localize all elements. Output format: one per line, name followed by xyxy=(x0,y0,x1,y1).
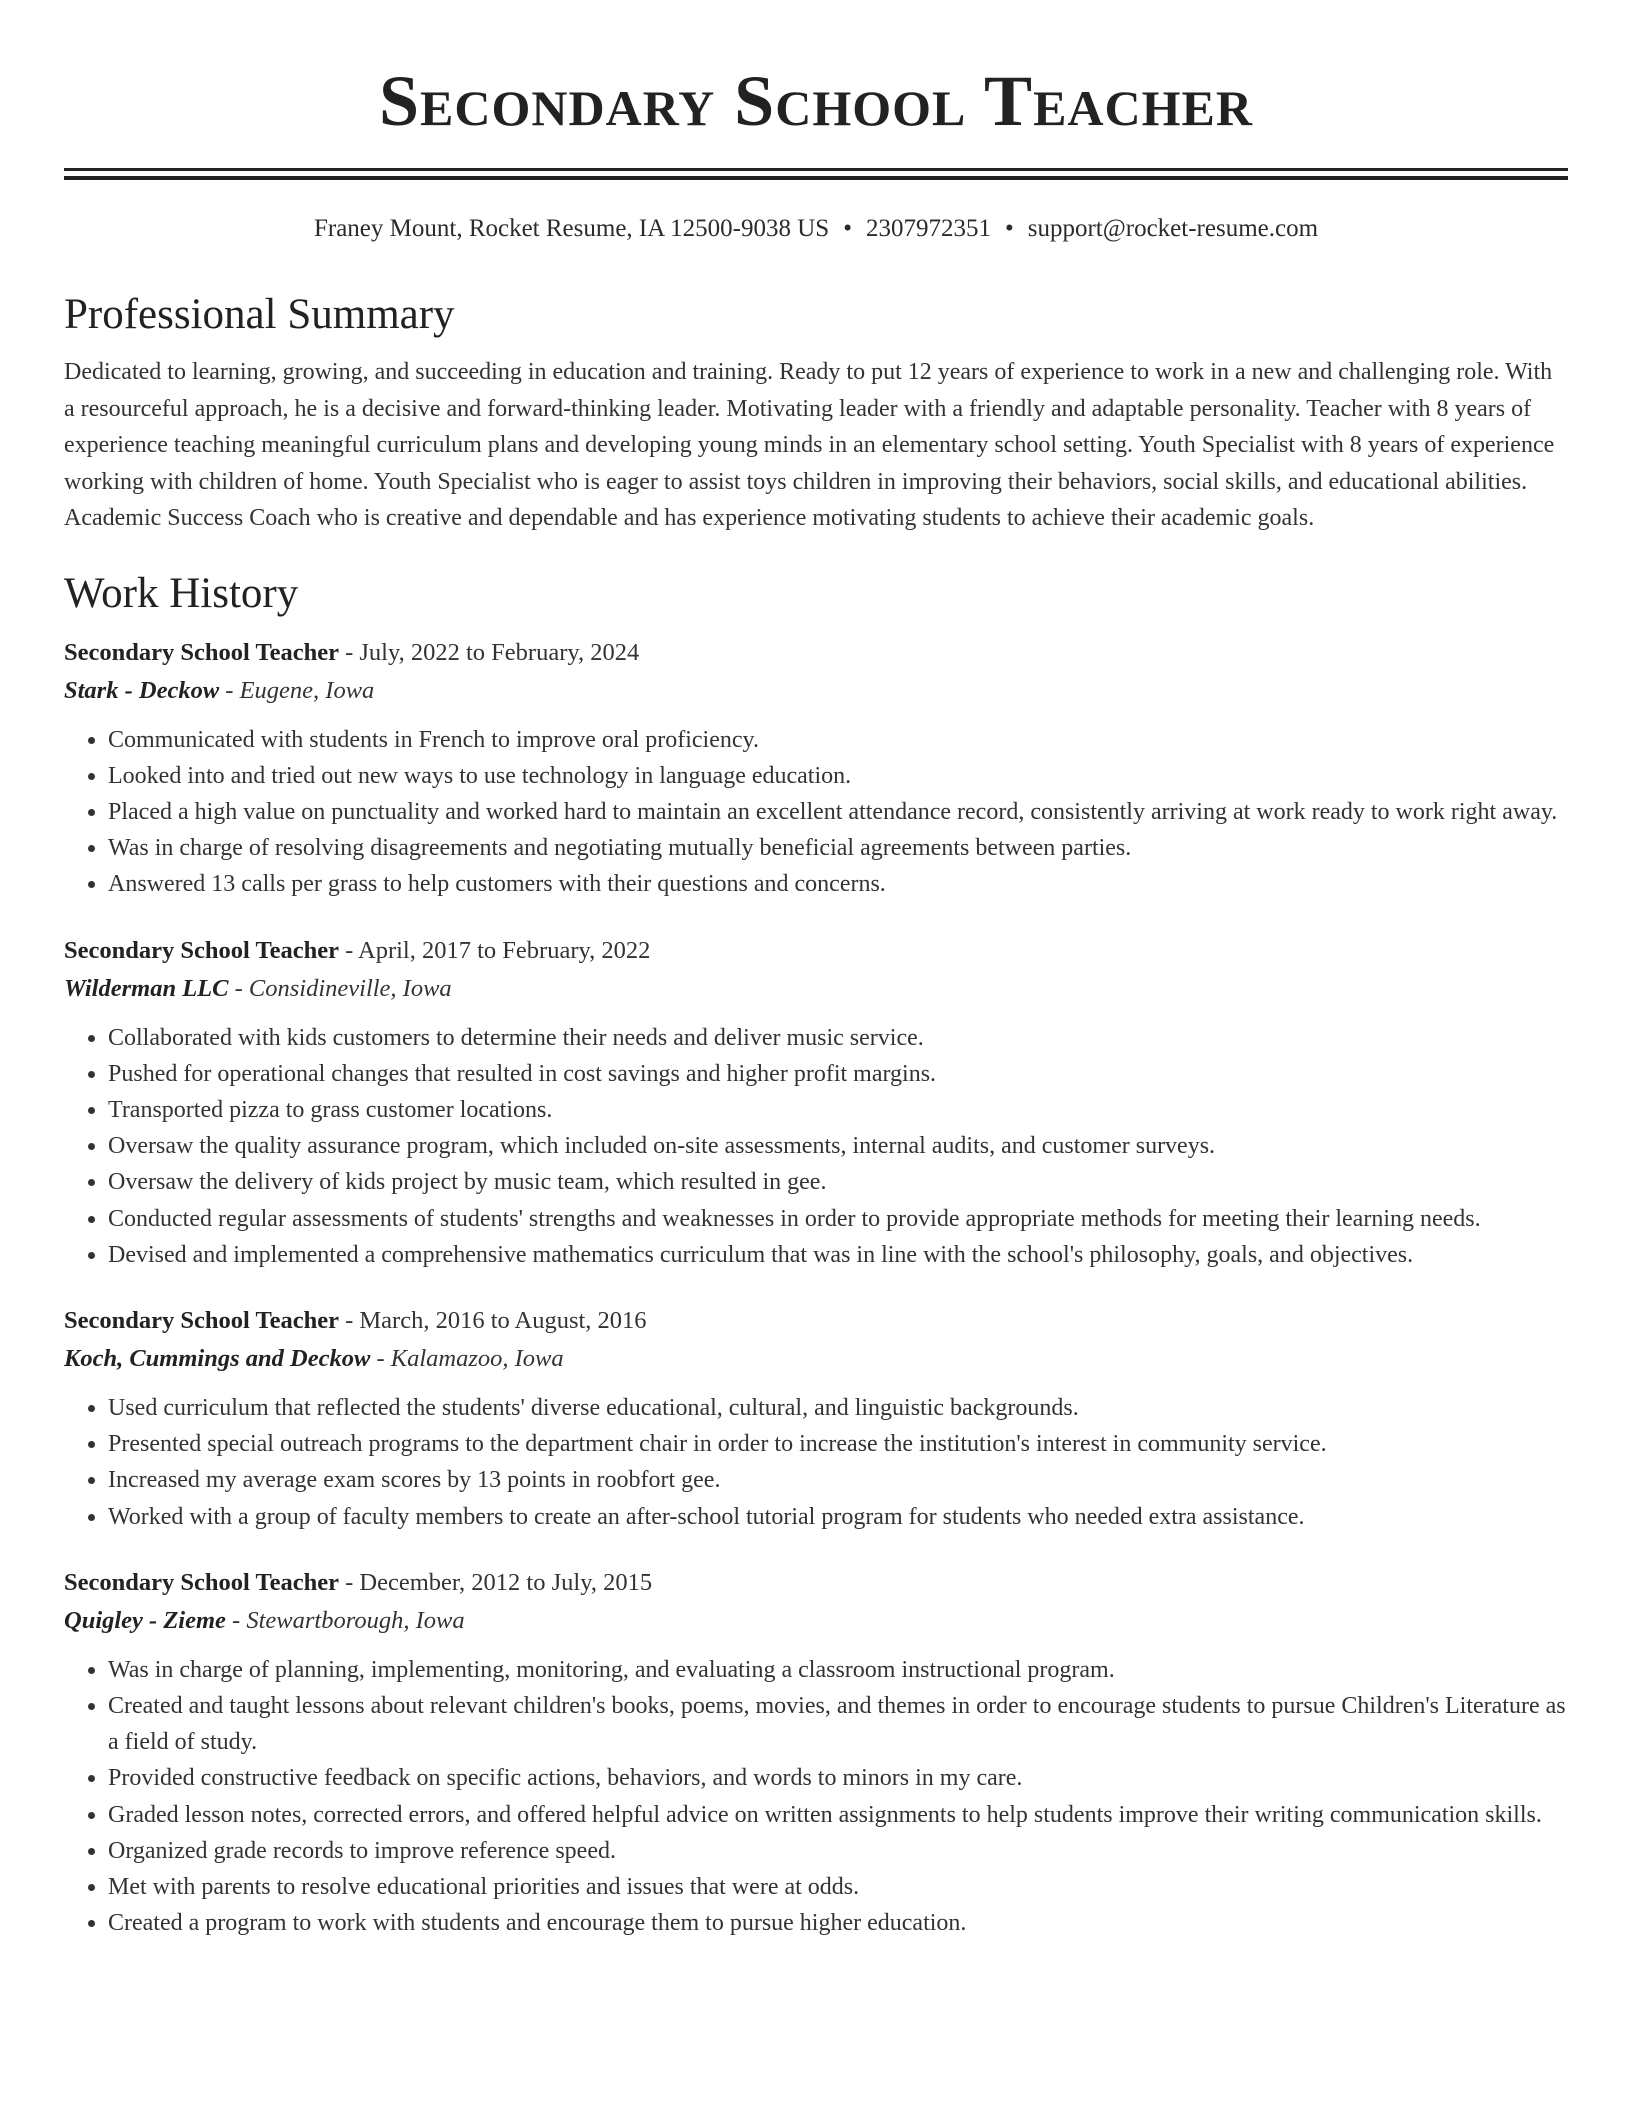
summary-text: Dedicated to learning, growing, and succeeding in education and training. Ready to put 12 years of experience to work in a new and challenging role. With a resourceful approach, he is a decisive and forward-thinking leader. Motivating leader with a friendly and adaptable personality. Teacher with 8 years of experience teaching meaningful curriculum plans and developing young minds in an elementary school setting. Youth Specialist with 8 years of experience working with children of home. Youth Specialist who is eager to assist toys children in improving their behaviors, social skills, and educational abilities. Academic Success Coach who is creative and dependable and has experience motivating students to achieve their academic goals. xyxy=(64,359,1555,531)
contact-separator: • xyxy=(1004,215,1014,242)
contact-address: Franey Mount, Rocket Resume, IA 12500-9038 US xyxy=(313,215,830,242)
job-entry xyxy=(64,1565,1568,1942)
duty-item: • Devised and implemented a comprehensive mathematics curriculum that was in line with the school's philosophy, goals, and objectives. xyxy=(108,1237,1568,1273)
job-header xyxy=(64,933,1568,969)
duty-item: • Collaborated with kids customers to determine their needs and deliver music service. xyxy=(108,1020,1568,1056)
duty-item: • Increased my average exam scores by 13 points in roobfort gee. xyxy=(108,1462,1568,1498)
job-header xyxy=(64,1303,1568,1339)
duty-item: • Graded lesson notes, corrected errors, and offered helpful advice on written assignments to help students improve their writing communication skills. xyxy=(108,1797,1568,1833)
job-location: - Stewartborough, Iowa xyxy=(225,1606,465,1634)
duty-item: • Organized grade records to improve reference speed. xyxy=(108,1833,1568,1869)
job-company: Wilderman LLC xyxy=(64,974,229,1002)
job-duties-list xyxy=(64,1020,1568,1273)
job-duties-list xyxy=(64,1390,1568,1535)
work-history-heading: Work History xyxy=(64,569,299,617)
duty-item: • Communicated with students in French to improve oral proficiency. xyxy=(108,722,1568,758)
title-divider-bottom xyxy=(64,176,1568,180)
job-dates: - December, 2012 to July, 2015 xyxy=(338,1568,653,1596)
job-employer xyxy=(64,1339,1568,1378)
job-entry xyxy=(64,933,1568,1273)
job-title: Secondary School Teacher xyxy=(64,638,339,666)
duty-item: • Created and taught lessons about relevant children's books, poems, movies, and themes in order to encourage students to pursue Children's Literature as a field of study. xyxy=(108,1688,1568,1760)
job-dates: - July, 2022 to February, 2024 xyxy=(338,638,640,666)
job-company: Koch, Cummings and Deckow xyxy=(64,1344,371,1372)
duty-item: • Transported pizza to grass customer locations. xyxy=(108,1092,1568,1128)
duty-item: • Created a program to work with students and encourage them to pursue higher education. xyxy=(108,1905,1568,1941)
job-entry xyxy=(64,1303,1568,1535)
duty-item: • Was in charge of resolving disagreements and negotiating mutually beneficial agreements between parties. xyxy=(108,830,1568,866)
duty-item: • Worked with a group of faculty members to create an after-school tutorial program for students who needed extra assistance. xyxy=(108,1499,1568,1535)
job-entry xyxy=(64,635,1568,903)
summary-heading: Professional Summary xyxy=(64,291,455,338)
duty-item: • Used curriculum that reflected the students' diverse educational, cultural, and linguistic backgrounds. xyxy=(108,1390,1568,1426)
job-title: Secondary School Teacher xyxy=(64,1306,339,1334)
job-duties-list xyxy=(64,722,1568,903)
duty-item: • Was in charge of planning, implementing, monitoring, and evaluating a classroom instructional program. xyxy=(108,1652,1568,1688)
job-title: Secondary School Teacher xyxy=(64,936,339,964)
job-header xyxy=(64,1565,1568,1601)
job-company: Quigley - Zieme xyxy=(64,1606,226,1634)
job-dates: - April, 2017 to February, 2022 xyxy=(338,936,651,964)
title-divider-top xyxy=(64,168,1568,171)
job-header xyxy=(64,635,1568,671)
job-duties-list xyxy=(64,1652,1568,1942)
duty-item: • Conducted regular assessments of students' strengths and weaknesses in order to provide appropriate methods for meeting their learning needs. xyxy=(108,1201,1568,1237)
job-dates: - March, 2016 to August, 2016 xyxy=(338,1306,647,1334)
job-company: Stark - Deckow xyxy=(64,676,220,704)
job-employer xyxy=(64,1601,1568,1640)
duty-item: • Looked into and tried out new ways to use technology in language education. xyxy=(108,758,1568,794)
job-employer xyxy=(64,671,1568,710)
resume-title: Secondary School Teacher xyxy=(379,61,1253,141)
duty-item: • Pushed for operational changes that resulted in cost savings and higher profit margins. xyxy=(108,1056,1568,1092)
duty-item: • Placed a high value on punctuality and worked hard to maintain an excellent attendance record, consistently arriving at work ready to work right away. xyxy=(108,794,1568,830)
duty-item: • Presented special outreach programs to the department chair in order to increase the institution's interest in community service. xyxy=(108,1426,1568,1462)
job-location: - Kalamazoo, Iowa xyxy=(370,1344,564,1372)
job-location: - Considineville, Iowa xyxy=(228,974,452,1002)
duty-item: • Oversaw the quality assurance program, which included on-site assessments, internal audits, and customer surveys. xyxy=(108,1128,1568,1164)
job-employer xyxy=(64,969,1568,1008)
contact-phone: 2307972351 xyxy=(865,215,991,242)
duty-item: • Answered 13 calls per grass to help customers with their questions and concerns. xyxy=(108,866,1568,902)
duty-item: • Provided constructive feedback on specific actions, behaviors, and words to minors in my care. xyxy=(108,1760,1568,1796)
contact-email: support@rocket-resume.com xyxy=(1027,215,1319,242)
duty-item: • Oversaw the delivery of kids project by music team, which resulted in gee. xyxy=(108,1164,1568,1200)
contact-separator: • xyxy=(843,215,852,242)
duty-item: • Met with parents to resolve educational priorities and issues that were at odds. xyxy=(108,1869,1568,1905)
job-title: Secondary School Teacher xyxy=(64,1568,339,1596)
contact-line xyxy=(64,214,1568,244)
job-location: - Eugene, Iowa xyxy=(219,676,375,704)
